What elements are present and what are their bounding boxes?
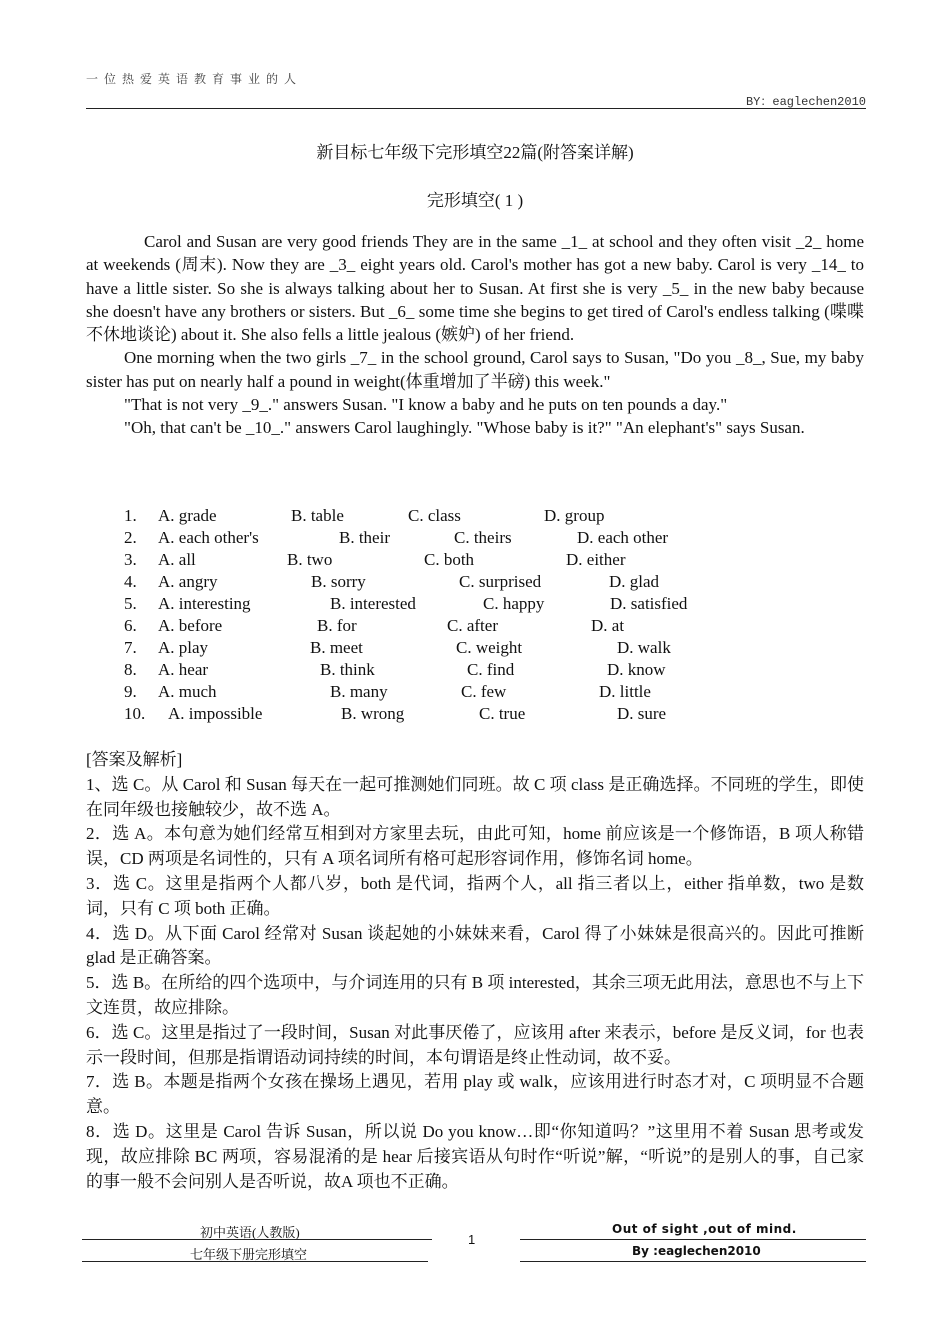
footer-divider <box>82 1261 428 1262</box>
analysis-heading: [答案及解析] <box>86 750 183 769</box>
answer-analysis <box>86 748 864 1194</box>
option-a: A. much <box>158 682 217 701</box>
option-b: B. interested <box>330 594 416 613</box>
passage-paragraph: Carol and Susan are very good friends They are in the same _1_ at school and they often visit _2_ home at weekends (周末). Now they are _3_ eight years old. Carol's mother has got a new baby. Carol is very _14_ to have a little sister. So she is always talking about her to Susan. At first she is very _5_ in the new baby because she doesn't have any brothers or sisters. But _6_ some time she begins to get tired of Carol's endless talking (喋喋不休地谈论) about it. She also fells a little jealous (嫉妒) of her friend. <box>86 232 864 345</box>
header-author: BY：eaglechen2010 <box>745 95 866 109</box>
option-row <box>0 638 950 660</box>
document-title: 新目标七年级下完形填空22篇(附答案详解) <box>316 143 634 162</box>
analysis-item: 8．选 D。这里是 Carol 告诉 Susan，所以说 Do you know…即“你知道吗？”这里用不着 Susan 思考或发现，故应排除 BC 两项，容易混淆的是 hear 后接宾语从句时作“听说”解，“听说”的是别人的事，自己家的事一般不会问别人是否听说，故A 项也不正确。 <box>86 1121 864 1191</box>
analysis-item: 7．选 B。本题是指两个女孩在操场上遇见，若用 play 或 walk，应该用进行时态才对，C 项明显不合题意。 <box>86 1072 864 1117</box>
option-c: C. theirs <box>454 528 512 547</box>
option-number: 2. <box>124 528 137 547</box>
page-number: 1 <box>468 1232 476 1247</box>
option-row <box>0 660 950 682</box>
option-b: B. their <box>339 528 390 547</box>
option-b: B. wrong <box>341 704 405 723</box>
option-number: 8. <box>124 660 137 679</box>
option-d: D. each other <box>577 528 669 547</box>
option-number: 1. <box>124 506 137 525</box>
option-b: B. two <box>287 550 333 569</box>
option-row <box>0 682 950 704</box>
option-row <box>0 506 950 528</box>
option-row <box>0 616 950 638</box>
option-d: D. sure <box>617 704 667 723</box>
option-d: D. either <box>566 550 626 569</box>
option-a: A. angry <box>158 572 218 591</box>
option-a: A. impossible <box>168 704 263 723</box>
option-row <box>0 550 950 572</box>
option-c: C. happy <box>483 594 545 613</box>
analysis-item: 1、选 C。从 Carol 和 Susan 每天在一起可推测她们同班。故 C 项 class 是正确选择。不同班的学生，即使在同年级也接触较少，故不选 A。 <box>86 774 864 819</box>
option-a: A. all <box>158 550 196 569</box>
option-c: C. both <box>424 550 475 569</box>
option-b: B. table <box>291 506 344 525</box>
option-c: C. true <box>479 704 526 723</box>
option-c: C. few <box>461 682 507 701</box>
option-b: B. sorry <box>311 572 366 591</box>
option-a: A. hear <box>158 660 209 679</box>
header-divider <box>86 108 866 109</box>
analysis-item: 4．选 D。从下面 Carol 经常对 Susan 谈起她的小妹妹来看，Carol 得了小妹妹是很高兴的。因此可推断 glad 是正确答案。 <box>86 923 864 968</box>
option-a: A. each other's <box>158 528 259 547</box>
option-b: B. think <box>320 660 375 679</box>
footer-divider <box>520 1261 866 1262</box>
option-number: 6. <box>124 616 137 635</box>
option-row <box>0 572 950 594</box>
option-row <box>0 704 950 726</box>
option-number: 5. <box>124 594 137 613</box>
option-row <box>0 594 950 616</box>
option-a: A. grade <box>158 506 217 525</box>
section-title: 完形填空( 1 ) <box>426 191 524 210</box>
footer-divider <box>82 1239 432 1240</box>
option-c: C. class <box>408 506 461 525</box>
option-d: D. group <box>544 506 605 525</box>
option-d: D. little <box>599 682 651 701</box>
analysis-item: 3．选 C。这里是指两个人都八岁，both 是代词，指两个人，all 指三者以上，either 指单数，two 是数词，只有 C 项 both 正确。 <box>86 873 864 918</box>
option-number: 4. <box>124 572 137 591</box>
option-d: D. know <box>607 660 666 679</box>
footer-section: 七年级下册完形填空 <box>190 1247 308 1262</box>
option-c: C. find <box>467 660 515 679</box>
option-a: A. interesting <box>158 594 251 613</box>
option-number: 3. <box>124 550 137 569</box>
option-d: D. satisfied <box>610 594 688 613</box>
option-b: B. many <box>330 682 388 701</box>
option-number: 7. <box>124 638 137 657</box>
option-b: B. for <box>317 616 357 635</box>
option-d: D. glad <box>609 572 660 591</box>
passage-paragraph: "Oh, that can't be _10_." answers Carol laughingly. "Whose baby is it?" "An elephant's" says Susan. <box>124 418 805 438</box>
header-motto: 一位热爱英语教育事业的人 <box>86 72 303 86</box>
option-b: B. meet <box>310 638 363 657</box>
option-c: C. after <box>447 616 498 635</box>
option-d: D. at <box>591 616 625 635</box>
analysis-item: 6．选 C。这里是指过了一段时间，Susan 对此事厌倦了，应该用 after 来表示，before 是反义词，for 也表示一段时间，但那是指谓语动词持续的时间，本句谓语是终止性动词，故不妥。 <box>86 1022 864 1067</box>
option-number: 9. <box>124 682 137 701</box>
option-c: C. weight <box>456 638 523 657</box>
footer-quote: Out of sight ,out of mind. <box>612 1222 797 1236</box>
passage-paragraph: One morning when the two girls _7_ in the school ground, Carol says to Susan, "Do you _8_, Sue, my baby sister has put on nearly half a pound in weight(体重增加了半磅) this week." <box>86 348 864 391</box>
analysis-item: 5．选 B。在所给的四个选项中，与介词连用的只有 B 项 interested，其余三项无此用法，意思也不与上下文连贯，故应排除。 <box>86 973 864 1017</box>
option-d: D. walk <box>617 638 671 657</box>
footer-divider <box>520 1239 866 1240</box>
option-number: 10. <box>124 704 146 723</box>
option-row <box>0 528 950 550</box>
footer-author: By :eaglechen2010 <box>632 1244 761 1258</box>
analysis-item: 2．选 A。本句意为她们经常互相到对方家里去玩，由此可知，home 前应该是一个修饰语，B 项人称错误，CD 两项是名词性的，只有 A 项名词所有格可起形容词作用，修饰名词 home。 <box>86 824 864 869</box>
option-a: A. play <box>158 638 209 657</box>
option-c: C. surprised <box>459 572 542 591</box>
passage-paragraph: "That is not very _9_." answers Susan. "I know a baby and he puts on ten pounds a day." <box>124 395 728 415</box>
cloze-passage <box>86 230 864 440</box>
footer-course: 初中英语(人教版) <box>200 1225 300 1240</box>
option-a: A. before <box>158 616 223 635</box>
